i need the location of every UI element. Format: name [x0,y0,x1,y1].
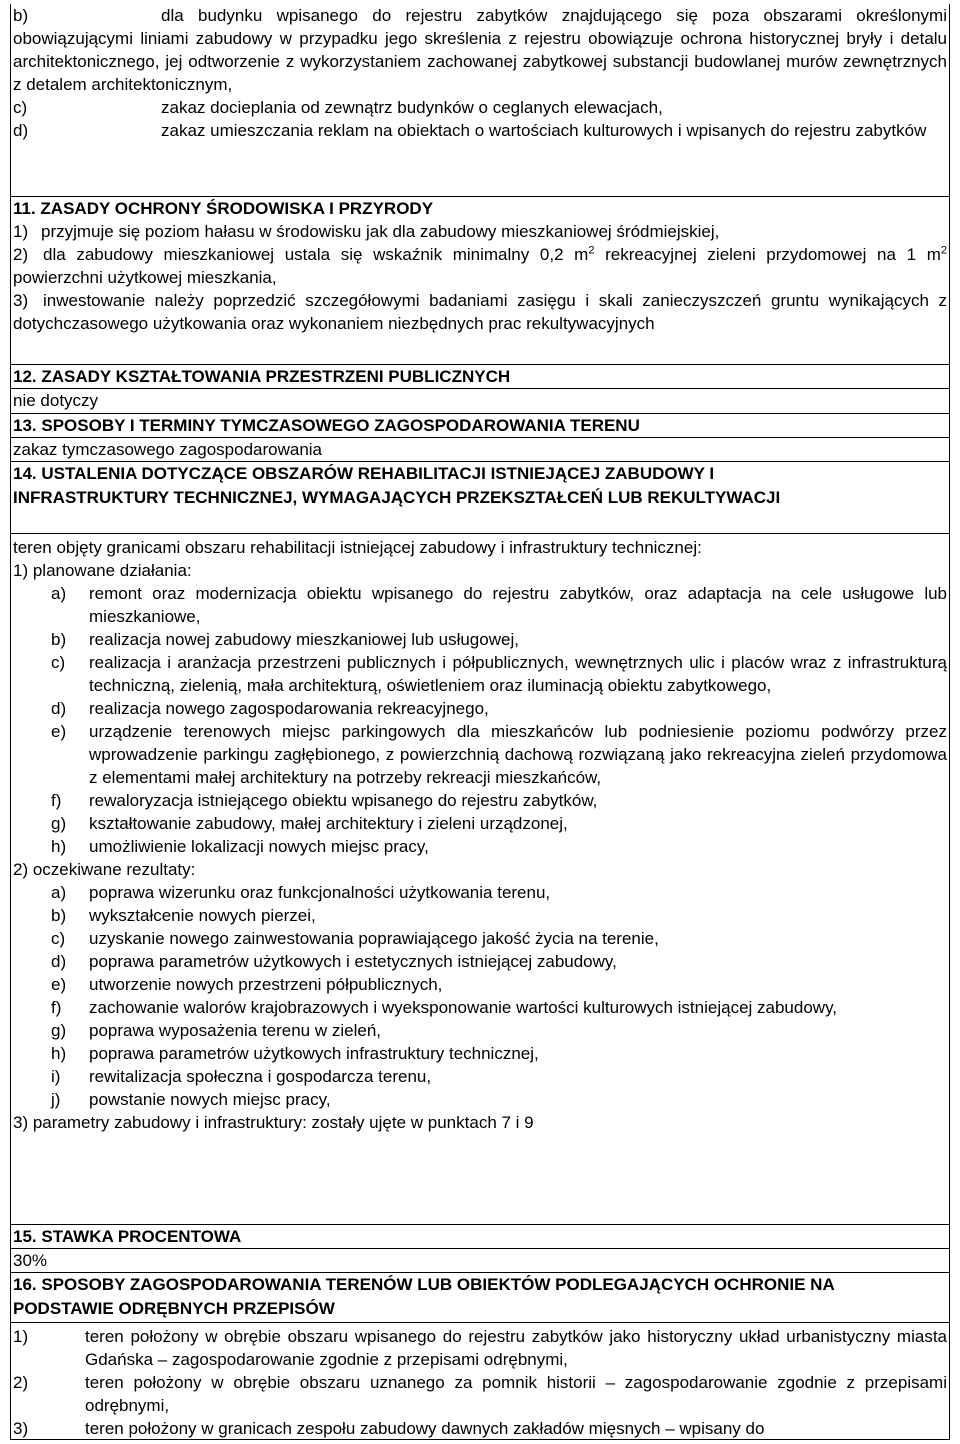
superscript: 2 [588,244,595,257]
item-text [13,243,947,289]
item-label: b) [51,906,67,925]
subsection-planned: 1) planowane działania: [13,561,192,580]
section-heading: 13. SPOSOBY I TERMINY TYMCZASOWEGO ZAGOSPODAROWANIA TERENU [13,416,640,435]
item-text: powstanie nowych miejsc pracy, [89,1090,331,1109]
expected-result-item [11,927,949,950]
expected-result-item [11,1042,949,1065]
section-body: 30% [13,1251,48,1270]
item-text: przyjmuje się poziom hałasu w środowisku jak dla zabudowy mieszkaniowej śródmiejskiej, [41,222,720,241]
section-body: zakaz tymczasowego zagospodarowania [13,440,323,459]
item-label: d) [51,952,67,971]
item-text: realizacja i aranżacja przestrzeni publicznych i półpublicznych, wewnętrznych ulic i placów wraz z infrastrukturą techniczną, zielenią, mała architekturą, oświetleniem oraz iluminacją obiektu zabytkowego, [89,653,947,695]
item-label: c) [13,98,28,117]
item-label: g) [51,1021,67,1040]
planned-action-item [11,628,949,651]
item-text: realizacja nowego zagospodarowania rekreacyjnego, [89,699,489,718]
section-14 [10,461,950,533]
list-item-1 [11,220,949,243]
expected-results-list [11,881,949,1111]
section-heading: 12. ZASADY KSZTAŁTOWANIA PRZESTRZENI PUBLICZNYCH [13,367,511,386]
item-label: f) [51,791,62,810]
section-14-body [10,533,950,1224]
subsection-parameters: 3) parametry zabudowy i infrastruktury: zostały ujęte w punktach 7 i 9 [13,1113,534,1132]
section-15-body [10,1248,950,1272]
planned-action-item [11,812,949,835]
item-text-part: rekreacyjnej zieleni przydomowej na 1 m [594,245,941,264]
item-text: zakaz umieszczania reklam na obiektach o wartościach kulturowych i wpisanych do rejestru zabytków [161,121,927,140]
item-label: j) [51,1090,61,1109]
item-label: 1) [13,1327,29,1346]
item-text: rewitalizacja społeczna i gospodarcza terenu, [89,1067,432,1086]
list-item-b [11,4,949,96]
planned-actions-list [11,582,949,858]
section-10-continuation [10,4,950,196]
protection-item [11,1325,949,1371]
item-label: d) [51,699,67,718]
item-label: 2) [13,1373,29,1392]
section-16-body [10,1322,950,1440]
expected-result-item [11,881,949,904]
item-label: i) [51,1067,61,1086]
expected-result-item [11,996,949,1019]
item-text: umożliwienie lokalizacji nowych miejsc pracy, [89,837,429,856]
section-heading: 11. ZASADY OCHRONY ŚRODOWISKA I PRZYRODY [13,199,434,218]
planned-action-item [11,720,949,789]
item-label: h) [51,837,67,856]
section-12 [10,364,950,388]
item-text: remont oraz modernizacja obiektu wpisanego do rejestru zabytków, oraz adaptacja na cele usługowe lub mieszkaniowe, [89,584,947,626]
item-label: d) [13,121,29,140]
item-text: wykształcenie nowych pierzei, [89,906,316,925]
expected-result-item [11,950,949,973]
item-text: zakaz docieplania od zewnątrz budynków o ceglanych elewacjach, [161,98,663,117]
item-text: poprawa wyposażenia terenu w zieleń, [89,1021,382,1040]
planned-action-item [11,697,949,720]
protection-item [11,1371,949,1417]
section-13 [10,413,950,437]
item-label: e) [51,975,67,994]
item-text-part: dla zabudowy mieszkaniowej ustala się wskaźnik minimalny 0,2 m [43,245,589,264]
planned-action-item [11,835,949,858]
item-label: g) [51,814,67,833]
item-text: urządzenie terenowych miejsc parkingowych dla mieszkańców lub podniesienie poziomu podwórzy przez wprowadzenie parkingu zagłębionego, z powierzchnią dachową rozwiązaną jako rekreacyjna zieleń przydomowa z elementami małej architektury na potrzeby rekreacji mieszkańców, [89,722,947,787]
item-text: dla budynku wpisanego do rejestru zabytków znajdującego się poza obszarami określonymi obowiązującymi liniami zabudowy w przypadku jego skreślenia z rejestru obowiązuje ochrona historycznej bryły i detalu architektonicznego, jej odtworzenie z wykorzystaniem zachowanej zabytkowej substancji budowlanej murów zewnętrznych z detalem architektonicznym, [13,6,947,94]
item-label: h) [51,1044,67,1063]
item-label: 3) [13,291,29,310]
section-16 [10,1272,950,1322]
section-heading: 14. USTALENIA DOTYCZĄCE OBSZARÓW REHABILITACJI ISTNIEJĄCEJ ZABUDOWY I INFRASTRUKTURY TECHNICZNEJ, WYMAGAJĄCYCH PRZEKSZTAŁCEŃ LUB REKULTYWACJI [13,464,781,507]
item-text: teren położony w granicach zespołu zabudowy dawnych zakładów mięsnych – wpisany do [85,1419,765,1438]
section-body: nie dotyczy [13,391,99,410]
item-label: c) [51,653,66,672]
expected-result-item [11,1088,949,1111]
item-label: b) [13,6,29,25]
item-text: teren położony w obrębie obszaru wpisanego do rejestru zabytków jako historyczny układ urbanistyczny miasta Gdańska – zagospodarowanie zgodnie z przepisami odrębnymi, [85,1327,947,1369]
planned-action-item [11,582,949,628]
list-item-d [11,119,949,142]
section-15 [10,1224,950,1248]
subsection-results: 2) oczekiwane rezultaty: [13,860,196,879]
item-text: poprawa wizerunku oraz funkcjonalności użytkowania terenu, [89,883,551,902]
planned-action-item [11,789,949,812]
item-text: poprawa parametrów użytkowych i estetycznych istniejącej zabudowy, [89,952,617,971]
item-label: b) [51,630,67,649]
item-label: c) [51,929,66,948]
planned-action-item [11,651,949,697]
expected-result-item [11,973,949,996]
item-text: utworzenie nowych przestrzeni półpublicznych, [89,975,443,994]
section-12-body [10,388,950,413]
item-text: poprawa parametrów użytkowych infrastruktury technicznej, [89,1044,539,1063]
list-item-2 [11,243,949,289]
item-label: a) [51,584,67,603]
item-text-part: powierzchni użytkowej mieszkania, [13,268,277,287]
protection-list [11,1323,949,1440]
expected-result-item [11,904,949,927]
item-label: 3) [13,1419,29,1438]
item-text: realizacja nowej zabudowy mieszkaniowej lub usługowej, [89,630,519,649]
item-text: rewaloryzacja istniejącego obiektu wpisanego do rejestru zabytków, [89,791,598,810]
item-text: uzyskanie nowego zainwestowania poprawiającego jakość życia na terenie, [89,929,659,948]
expected-result-item [11,1065,949,1088]
section-11 [10,196,950,364]
list-item-c [11,96,949,119]
superscript: 2 [940,244,948,257]
item-label: 1) [13,222,29,241]
item-text: kształtowanie zabudowy, małej architektury i zieleni urządzonej, [89,814,568,833]
item-label: e) [51,722,67,741]
item-text: teren położony w obrębie obszaru uznanego za pomnik historii – zagospodarowanie zgodnie z przepisami odrębnymi, [85,1373,947,1415]
list-item-3 [11,289,949,335]
section-heading: 16. SPOSOBY ZAGOSPODAROWANIA TERENÓW LUB OBIEKTÓW PODLEGAJĄCYCH OCHRONIE NA PODSTAWIE ODRĘBNYCH PRZEPISÓW [13,1275,835,1318]
expected-result-item [11,1019,949,1042]
section-intro: teren objęty granicami obszaru rehabilitacji istniejącej zabudowy i infrastruktury technicznej: [13,538,702,557]
section-heading: 15. STAWKA PROCENTOWA [13,1227,242,1246]
item-text: zachowanie walorów krajobrazowych i wyeksponowanie wartości kulturowych istniejącej zabudowy, [89,998,838,1017]
item-text: inwestowanie należy poprzedzić szczegółowymi badaniami zasięgu i skali zanieczyszczeń gruntu wynikających z dotychczasowego użytkowania oraz wykonaniem niezbędnych prac rekultywacyjnych [13,291,947,333]
item-label: 2) [13,245,29,264]
section-13-body [10,437,950,461]
protection-item [11,1417,949,1440]
item-label: f) [51,998,62,1017]
item-label: a) [51,883,67,902]
